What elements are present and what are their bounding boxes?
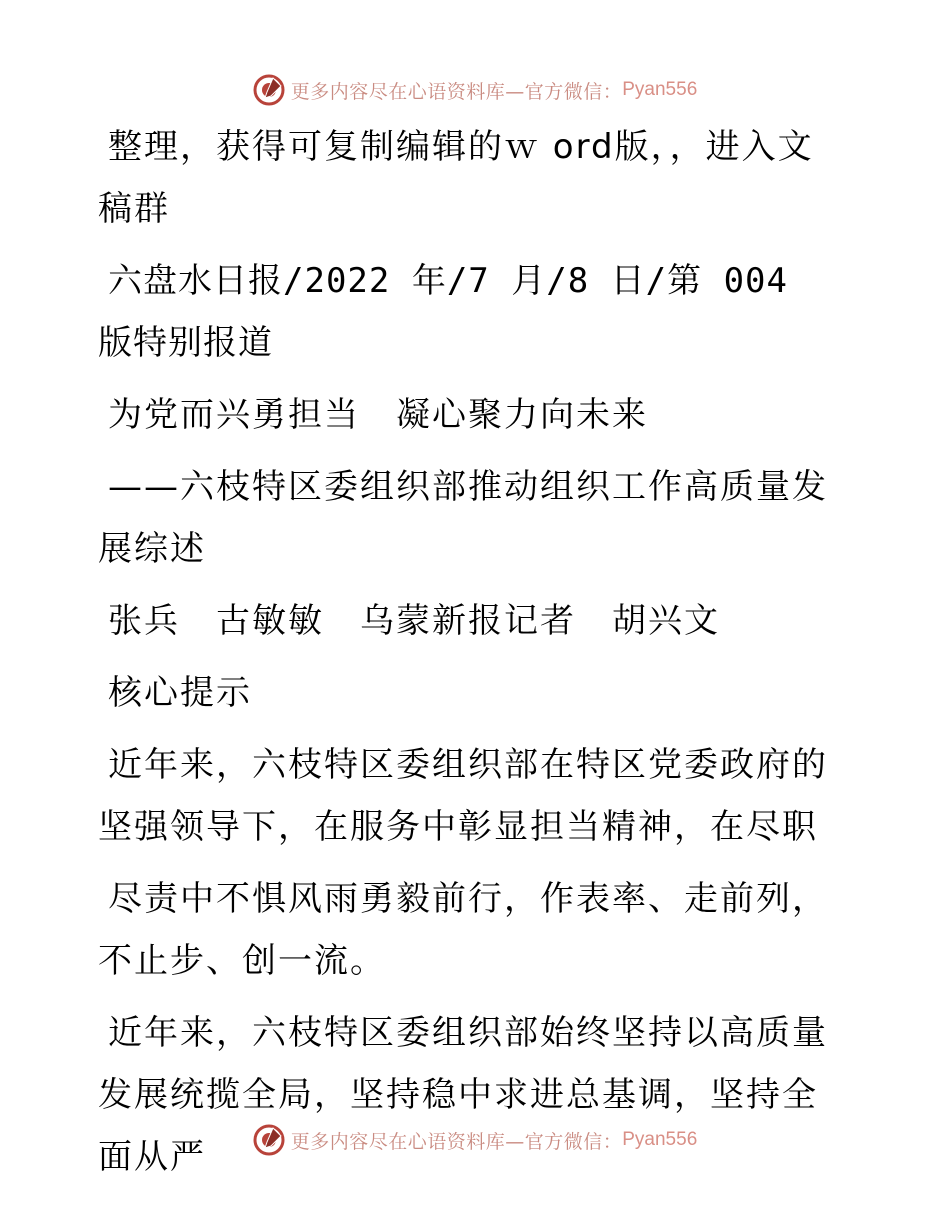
paragraph-body: 尽责中不惧风雨勇毅前行，作表率、走前列，不止步、创一流。 [98, 879, 828, 981]
paragraph-body: 近年来，六枝特区委组织部在特区党委政府的坚强领导下，在服务中彰显担当精神，在尽职 [98, 745, 828, 847]
banner-text: 更多内容尽在心语资料库—官方微信： [290, 1130, 623, 1153]
footer-banner [0, 1120, 950, 1160]
banner-wechat-id: Pyan556 [622, 1129, 698, 1150]
document-body [98, 116, 838, 1198]
header-banner [0, 70, 950, 110]
pen-logo-icon [253, 1124, 285, 1156]
paragraph-authors: 张兵 古敏敏 乌蒙新报记者 胡兴文 [108, 601, 720, 641]
paragraph-source: 六盘水日报/2022 年/7 月/8 日/第 004 版特别报道 [98, 261, 788, 363]
paragraph-subtitle: ——六枝特区委组织部推动组织工作高质量发展综述 [98, 467, 828, 569]
banner-wechat-id: Pyan556 [622, 79, 698, 100]
paragraph-note: 整理，获得可复制编辑的ｗ ord版，，进入文稿群 [98, 127, 814, 229]
banner-text: 更多内容尽在心语资料库—官方微信： [290, 80, 623, 103]
pen-logo-icon [253, 74, 285, 106]
paragraph-heading: 核心提示 [108, 673, 252, 713]
paragraph-title: 为党而兴勇担当 凝心聚力向未来 [108, 395, 648, 435]
paragraph-body: 近年来，六枝特区委组织部始终坚持以高质量发展统揽全局，坚持稳中求进总基调，坚持全面从严 [98, 1013, 828, 1177]
